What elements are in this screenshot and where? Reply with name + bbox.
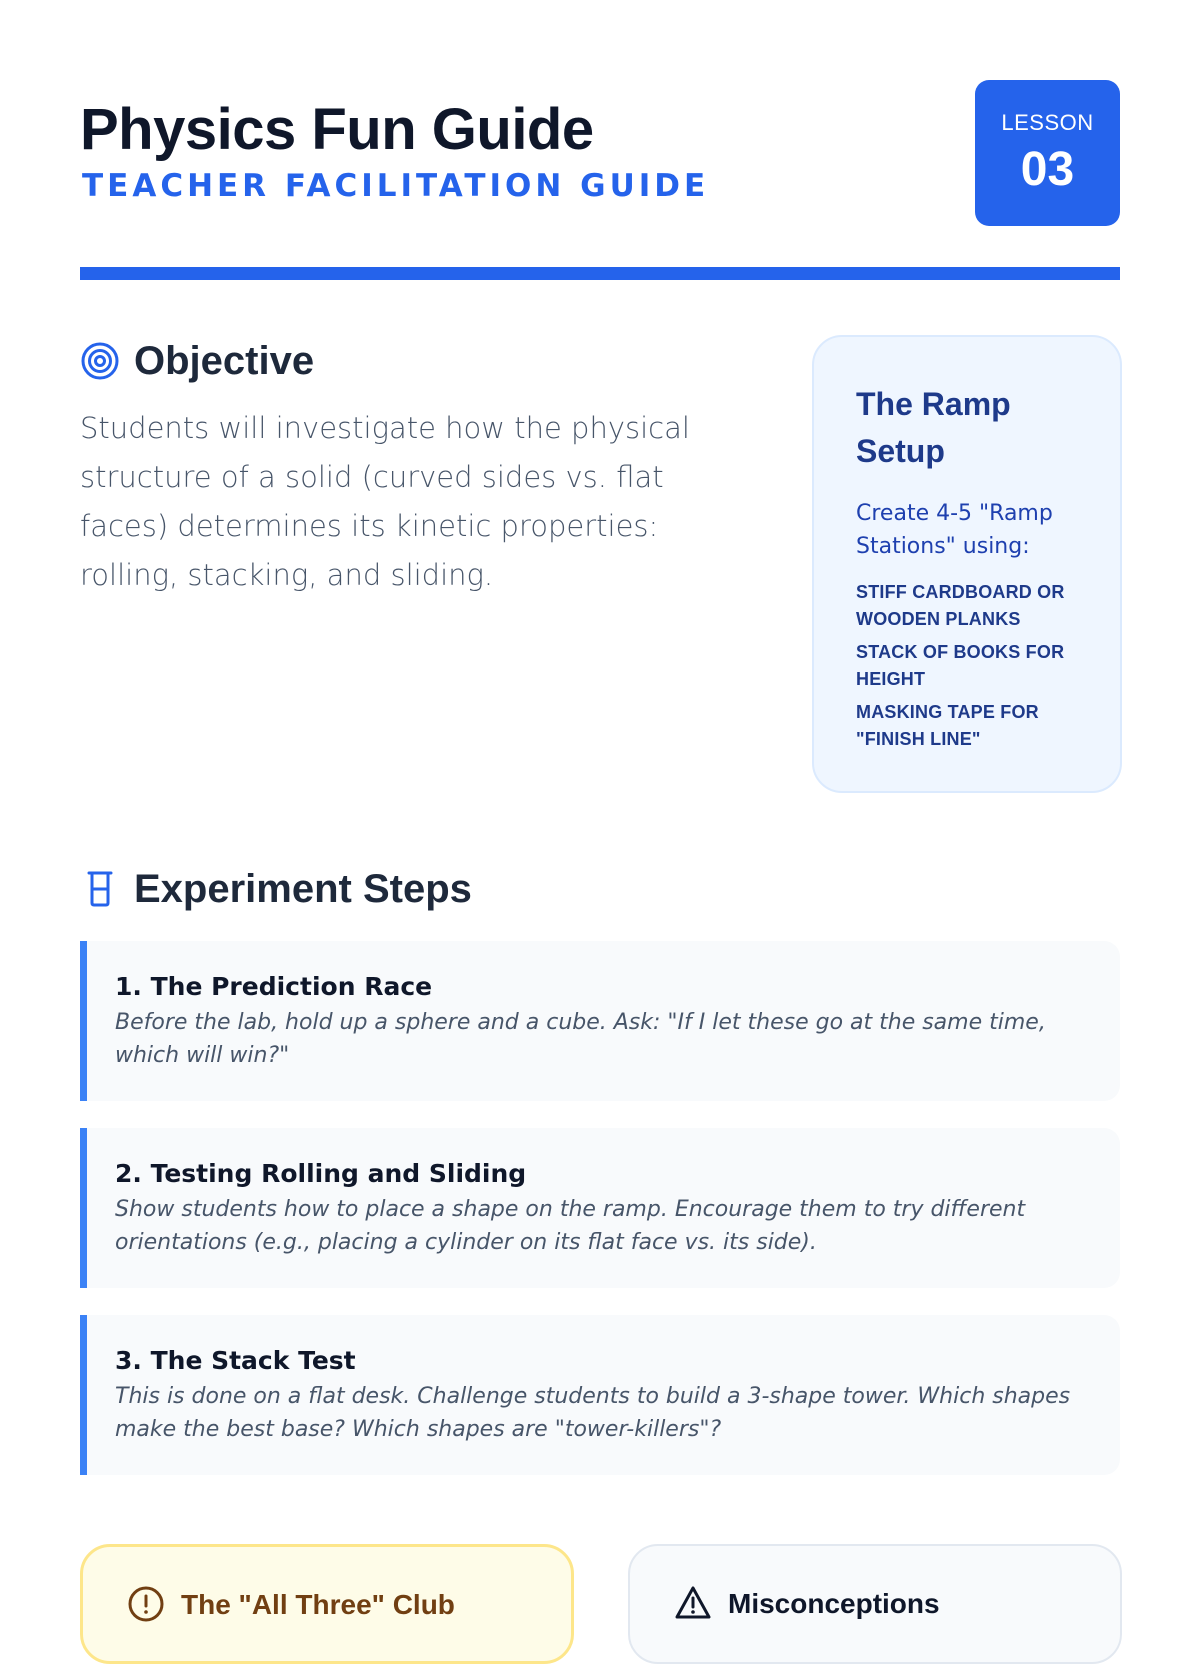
- step-title: 1. The Prediction Race: [115, 972, 433, 1001]
- misconceptions-card: [628, 1544, 1122, 1664]
- page-header: [80, 80, 1120, 226]
- objective-section: [80, 338, 760, 600]
- all-three-club-title: The "All Three" Club: [181, 1589, 455, 1620]
- beaker-icon: [80, 869, 120, 909]
- ramp-setup-intro: Create 4-5 "Ramp Stations" using:: [856, 501, 1053, 559]
- ramp-setup-title: The Ramp Setup: [856, 386, 1011, 469]
- all-three-club-card: [80, 1544, 574, 1664]
- list-item: STIFF CARDBOARD OR WOODEN PLANKS: [856, 582, 1065, 629]
- target-icon: [80, 341, 120, 381]
- page-subtitle: TEACHER FACILITATION GUIDE: [82, 168, 710, 204]
- info-icon: [127, 1585, 167, 1625]
- experiment-section: [80, 866, 472, 912]
- all-three-club-header: [127, 1585, 527, 1625]
- ramp-setup-card: [812, 335, 1122, 793]
- lesson-number: 03: [1020, 143, 1075, 196]
- misconceptions-title: Misconceptions: [728, 1588, 940, 1619]
- experiment-heading: Experiment Steps: [134, 866, 472, 911]
- list-item: STACK OF BOOKS FOR HEIGHT: [856, 642, 1065, 689]
- lesson-badge: [975, 80, 1120, 226]
- list-item: MASKING TAPE FOR "FINISH LINE": [856, 702, 1039, 749]
- page-title: Physics Fun Guide: [80, 97, 594, 162]
- ramp-materials-list: [856, 579, 1080, 752]
- experiment-header: [80, 866, 472, 912]
- experiment-step: [80, 1315, 1120, 1475]
- warning-icon: [674, 1584, 714, 1624]
- objective-text: Students will investigate how the physical structure of a solid (curved sides vs. flat faces) determines its kinetic properties: rolling, stacking, and sliding.: [80, 411, 690, 592]
- step-description: This is done on a flat desk. Challenge students to build a 3-shape tower. Which shapes make the best base? Which shapes are "tower-killers"?: [115, 1384, 1071, 1442]
- experiment-step: [80, 1128, 1120, 1288]
- objective-header: [80, 338, 760, 384]
- step-description: Show students how to place a shape on the ramp. Encourage them to try different orientations (e.g., placing a cylinder on its flat face vs. its side).: [115, 1197, 1026, 1255]
- lesson-label: LESSON: [1001, 110, 1094, 135]
- step-title: 3. The Stack Test: [115, 1346, 356, 1375]
- step-title: 2. Testing Rolling and Sliding: [115, 1159, 527, 1188]
- objective-heading: Objective: [134, 338, 315, 383]
- header-divider: [80, 267, 1120, 280]
- step-description: Before the lab, hold up a sphere and a cube. Ask: "If I let these go at the same time, which will win?": [115, 1010, 1046, 1068]
- experiment-step: [80, 941, 1120, 1101]
- misconceptions-header: [674, 1584, 1076, 1624]
